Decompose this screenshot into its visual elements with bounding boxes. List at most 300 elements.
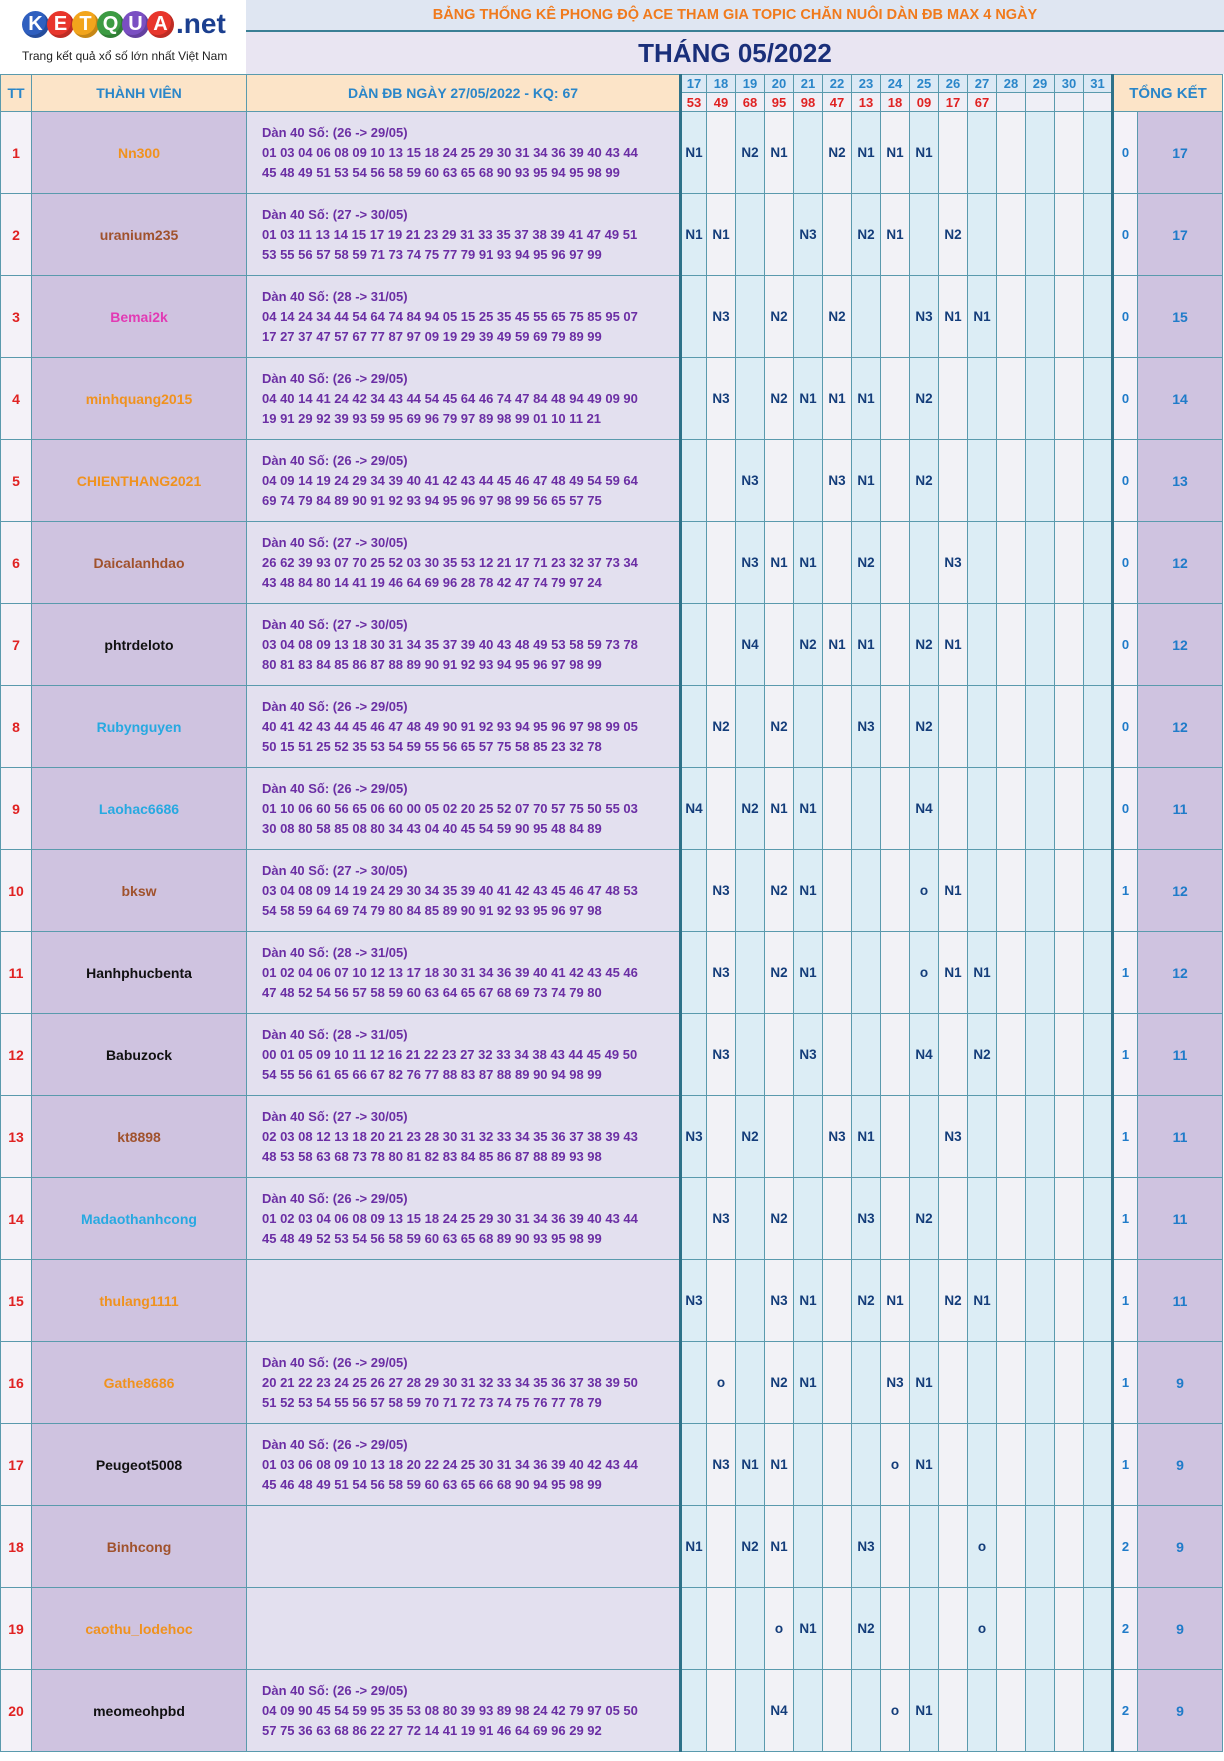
result-cell: 09 (910, 93, 939, 112)
result-cell (1084, 93, 1113, 112)
day-mark: N3 (939, 1096, 968, 1178)
day-mark (736, 1588, 765, 1670)
day-mark: N3 (707, 1178, 736, 1260)
day-mark (881, 1588, 910, 1670)
pre-total: 1 (1113, 1342, 1138, 1424)
sheet-title: BẢNG THỐNG KÊ PHONG ĐỘ ACE THAM GIA TOPIC CHĂN NUÔI DÀN ĐB MAX 4 NGÀY (246, 0, 1224, 32)
total-count: 12 (1138, 932, 1223, 1014)
day-mark (707, 1260, 736, 1342)
day-mark (939, 112, 968, 194)
dan-cell (247, 1260, 681, 1342)
day-mark: N2 (910, 358, 939, 440)
table-row (1, 276, 1223, 358)
row-number: 14 (1, 1178, 32, 1260)
logo-letter: A (147, 11, 174, 38)
day-mark (997, 1342, 1026, 1424)
day-mark (939, 1506, 968, 1588)
total-count: 12 (1138, 850, 1223, 932)
day-mark (910, 1506, 939, 1588)
dan-numbers: 01 02 04 06 07 10 12 13 17 18 30 31 34 36 39 40 41 42 43 45 46 (262, 964, 638, 980)
day-mark: N1 (852, 440, 881, 522)
day-mark: N2 (910, 440, 939, 522)
total-count: 9 (1138, 1506, 1223, 1588)
day-mark (823, 932, 852, 1014)
day-mark (968, 194, 997, 276)
pre-total: 0 (1113, 276, 1138, 358)
dan-numbers: 54 55 56 61 65 66 67 82 76 77 88 83 87 88 89 90 94 98 99 (262, 1066, 602, 1082)
day-mark (707, 522, 736, 604)
member-name[interactable]: minhquang2015 (32, 358, 247, 440)
row-number: 8 (1, 686, 32, 768)
logo-letter: U (122, 11, 149, 38)
dan-numbers: 69 74 79 84 89 90 91 92 93 94 95 96 97 98 99 56 65 57 75 (262, 492, 602, 508)
day-mark (939, 1178, 968, 1260)
day-mark (1026, 1260, 1055, 1342)
day-mark: N2 (765, 932, 794, 1014)
row-number: 17 (1, 1424, 32, 1506)
dan-numbers: 45 46 48 49 51 54 56 58 59 60 63 65 66 68 90 94 95 98 99 (262, 1476, 602, 1492)
day-mark: N1 (794, 932, 823, 1014)
day-header: 26 (939, 75, 968, 93)
day-mark: o (968, 1588, 997, 1670)
dan-cell (247, 932, 681, 1014)
day-mark: o (881, 1670, 910, 1752)
total-count: 12 (1138, 686, 1223, 768)
day-mark (1026, 1506, 1055, 1588)
day-mark (1084, 1260, 1113, 1342)
day-mark: N1 (823, 358, 852, 440)
day-header: 31 (1084, 75, 1113, 93)
day-mark (1055, 1342, 1084, 1424)
total-count: 9 (1138, 1424, 1223, 1506)
row-number: 10 (1, 850, 32, 932)
row-number: 5 (1, 440, 32, 522)
result-cell: 13 (852, 93, 881, 112)
logo-suffix: .net (176, 8, 226, 39)
day-mark: N3 (707, 1014, 736, 1096)
day-mark: N1 (765, 112, 794, 194)
member-name[interactable]: Madaothanhcong (32, 1178, 247, 1260)
day-mark: N1 (794, 768, 823, 850)
day-mark: N4 (910, 1014, 939, 1096)
day-mark (681, 1670, 707, 1752)
table-row (1, 1260, 1223, 1342)
day-mark (1084, 358, 1113, 440)
dan-numbers: 01 10 06 60 56 65 06 60 00 05 02 20 25 52 07 70 57 75 50 55 03 (262, 800, 638, 816)
dan-title: Dàn 40 Số: (26 -> 29/05) (262, 698, 408, 714)
day-mark: o (707, 1342, 736, 1424)
day-mark: N1 (852, 604, 881, 686)
day-mark (765, 604, 794, 686)
total-count: 17 (1138, 112, 1223, 194)
pre-total: 1 (1113, 1260, 1138, 1342)
day-mark: N1 (968, 932, 997, 1014)
day-mark (997, 276, 1026, 358)
total-count: 15 (1138, 276, 1223, 358)
day-mark (1026, 768, 1055, 850)
pre-total: 0 (1113, 194, 1138, 276)
day-mark: o (910, 932, 939, 1014)
day-mark (1055, 1588, 1084, 1670)
day-mark: N2 (736, 1506, 765, 1588)
dan-numbers: 01 03 04 06 08 09 10 13 15 18 24 25 29 30 31 34 36 39 40 43 44 (262, 144, 638, 160)
dan-numbers: 19 91 29 92 39 93 59 95 69 96 79 97 89 98 99 01 10 11 21 (262, 410, 602, 426)
pre-total: 1 (1113, 1178, 1138, 1260)
row-number: 19 (1, 1588, 32, 1670)
day-mark (939, 358, 968, 440)
day-mark (707, 112, 736, 194)
day-header: 18 (707, 75, 736, 93)
total-count: 11 (1138, 768, 1223, 850)
day-header: 20 (765, 75, 794, 93)
day-header: 25 (910, 75, 939, 93)
row-number: 6 (1, 522, 32, 604)
day-mark (736, 358, 765, 440)
day-mark (881, 850, 910, 932)
dan-title: Dàn 40 Số: (26 -> 29/05) (262, 370, 408, 386)
day-mark (910, 194, 939, 276)
day-mark (881, 1506, 910, 1588)
day-mark (968, 1178, 997, 1260)
day-mark (823, 194, 852, 276)
day-mark (910, 1260, 939, 1342)
member-name[interactable]: Nn300 (32, 112, 247, 194)
day-mark (997, 768, 1026, 850)
day-mark (794, 112, 823, 194)
dan-title: Dàn 40 Số: (26 -> 29/05) (262, 1354, 408, 1370)
member-name[interactable]: Binhcong (32, 1506, 247, 1588)
day-mark (736, 850, 765, 932)
day-header: 17 (681, 75, 707, 93)
day-mark (968, 686, 997, 768)
dan-cell (247, 522, 681, 604)
day-mark (997, 1588, 1026, 1670)
day-mark (881, 1014, 910, 1096)
day-mark (852, 768, 881, 850)
dan-numbers: 04 40 14 41 24 42 34 43 44 54 45 64 46 74 47 84 48 94 49 09 90 (262, 390, 638, 406)
day-mark (1055, 1096, 1084, 1178)
member-name[interactable]: meomeohpbd (32, 1670, 247, 1752)
dan-numbers: 04 14 24 34 44 54 64 74 84 94 05 15 25 35 45 55 65 75 85 95 07 (262, 308, 638, 324)
dan-numbers: 48 53 58 63 68 73 78 80 81 82 83 84 85 86 87 88 89 93 98 (262, 1148, 602, 1164)
table-row (1, 440, 1223, 522)
day-mark: o (881, 1424, 910, 1506)
day-mark (881, 358, 910, 440)
day-mark: N1 (910, 1424, 939, 1506)
member-name[interactable]: caothu_lodehoc (32, 1588, 247, 1670)
dan-title: Dàn 40 Số: (26 -> 29/05) (262, 452, 408, 468)
day-mark: N2 (823, 276, 852, 358)
day-mark (707, 440, 736, 522)
dan-title: Dàn 40 Số: (26 -> 29/05) (262, 780, 408, 796)
day-mark (881, 522, 910, 604)
day-mark (1026, 850, 1055, 932)
member-name[interactable]: Bemai2k (32, 276, 247, 358)
day-header: 27 (968, 75, 997, 93)
day-mark: N3 (852, 1178, 881, 1260)
table-row (1, 932, 1223, 1014)
day-mark: N2 (765, 358, 794, 440)
dan-numbers: 03 04 08 09 14 19 24 29 30 34 35 39 40 41 42 43 45 46 47 48 53 (262, 882, 638, 898)
day-mark (881, 604, 910, 686)
day-mark: N2 (910, 604, 939, 686)
dan-numbers: 45 48 49 52 53 54 56 58 59 60 63 65 68 89 90 93 95 98 99 (262, 1230, 602, 1246)
member-name[interactable]: Gathe8686 (32, 1342, 247, 1424)
day-mark: N2 (736, 1096, 765, 1178)
member-name[interactable]: uranium235 (32, 194, 247, 276)
logo-brand (22, 6, 226, 42)
day-mark (1026, 1342, 1055, 1424)
day-mark (997, 604, 1026, 686)
day-mark: N1 (968, 276, 997, 358)
day-mark (736, 276, 765, 358)
total-count: 12 (1138, 522, 1223, 604)
day-mark: N1 (939, 604, 968, 686)
day-mark (823, 1178, 852, 1260)
pre-total: 0 (1113, 686, 1138, 768)
row-number: 20 (1, 1670, 32, 1752)
table-row (1, 1506, 1223, 1588)
dan-cell (247, 850, 681, 932)
dan-numbers: 51 52 53 54 55 56 57 58 59 70 71 72 73 74 75 76 77 78 79 (262, 1394, 602, 1410)
day-header: 30 (1055, 75, 1084, 93)
day-mark (823, 1424, 852, 1506)
day-mark (1026, 1424, 1055, 1506)
day-mark (765, 194, 794, 276)
day-mark (794, 1178, 823, 1260)
pre-total: 2 (1113, 1670, 1138, 1752)
member-name[interactable]: Babuzock (32, 1014, 247, 1096)
day-mark (1026, 358, 1055, 440)
day-mark (707, 1096, 736, 1178)
day-mark (939, 686, 968, 768)
pre-total: 0 (1113, 604, 1138, 686)
day-mark: N1 (681, 1506, 707, 1588)
total-count: 9 (1138, 1342, 1223, 1424)
result-cell: 53 (681, 93, 707, 112)
dan-numbers: 57 75 36 63 68 86 22 27 72 14 41 19 91 46 64 69 96 29 92 (262, 1722, 602, 1738)
day-mark: N3 (794, 1014, 823, 1096)
dan-cell (247, 358, 681, 440)
day-mark: N4 (910, 768, 939, 850)
day-mark (1084, 932, 1113, 1014)
day-mark (1084, 1342, 1113, 1424)
pre-total: 1 (1113, 1424, 1138, 1506)
row-number: 16 (1, 1342, 32, 1424)
day-mark (1055, 604, 1084, 686)
member-name[interactable]: Rubynguyen (32, 686, 247, 768)
member-name[interactable]: Laohac6686 (32, 768, 247, 850)
day-mark (1055, 1178, 1084, 1260)
day-mark: N3 (736, 522, 765, 604)
result-cell: 67 (968, 93, 997, 112)
table-row (1, 194, 1223, 276)
dan-cell (247, 768, 681, 850)
table-row (1, 358, 1223, 440)
pre-total: 0 (1113, 112, 1138, 194)
day-mark: N2 (765, 1342, 794, 1424)
day-mark (681, 1424, 707, 1506)
dan-title: Dàn 40 Số: (26 -> 29/05) (262, 1190, 408, 1206)
result-cell: 49 (707, 93, 736, 112)
site-logo[interactable] (0, 0, 248, 74)
day-mark (910, 1096, 939, 1178)
day-mark (1084, 1178, 1113, 1260)
logo-tagline: Trang kết quả xổ số lớn nhất Việt Nam (22, 49, 228, 63)
day-mark (1055, 850, 1084, 932)
day-mark (1055, 768, 1084, 850)
day-mark (881, 932, 910, 1014)
day-mark: N2 (910, 686, 939, 768)
day-mark (794, 1670, 823, 1752)
day-mark: N2 (852, 1588, 881, 1670)
day-mark: N1 (794, 1260, 823, 1342)
day-mark: o (910, 850, 939, 932)
day-mark (736, 1670, 765, 1752)
pre-total: 1 (1113, 1014, 1138, 1096)
day-mark (881, 276, 910, 358)
dan-numbers: 04 09 14 19 24 29 34 39 40 41 42 43 44 45 46 47 48 49 54 59 64 (262, 472, 638, 488)
day-mark (681, 358, 707, 440)
day-header: 23 (852, 75, 881, 93)
header-member: THÀNH VIÊN (32, 75, 247, 112)
day-mark: N3 (823, 440, 852, 522)
day-mark (681, 1342, 707, 1424)
day-mark: N1 (681, 112, 707, 194)
day-mark (765, 440, 794, 522)
day-mark (881, 1178, 910, 1260)
member-name[interactable]: Hanhphucbenta (32, 932, 247, 1014)
day-mark: N1 (707, 194, 736, 276)
day-mark (997, 850, 1026, 932)
day-mark: N3 (736, 440, 765, 522)
day-mark (823, 1342, 852, 1424)
day-mark (968, 1096, 997, 1178)
day-mark (997, 1424, 1026, 1506)
table-row (1, 768, 1223, 850)
day-mark (939, 768, 968, 850)
pre-total: 2 (1113, 1588, 1138, 1670)
day-mark (939, 1670, 968, 1752)
day-mark: N2 (765, 1178, 794, 1260)
dan-title: Dàn 40 Số: (28 -> 31/05) (262, 1026, 408, 1042)
dan-numbers: 54 58 59 64 69 74 79 80 84 85 89 90 91 92 93 95 96 97 98 (262, 902, 602, 918)
result-cell: 95 (765, 93, 794, 112)
day-mark: N1 (794, 358, 823, 440)
dan-cell (247, 1424, 681, 1506)
day-mark: N2 (823, 112, 852, 194)
row-number: 3 (1, 276, 32, 358)
day-mark (997, 112, 1026, 194)
day-mark: N1 (736, 1424, 765, 1506)
dan-numbers: 01 03 06 08 09 10 13 18 20 22 24 25 30 31 34 36 39 40 42 43 44 (262, 1456, 638, 1472)
day-mark: N2 (939, 1260, 968, 1342)
day-mark: N1 (968, 1260, 997, 1342)
logo-letter: K (22, 11, 49, 38)
day-mark (997, 440, 1026, 522)
day-mark (1055, 1014, 1084, 1096)
row-number: 12 (1, 1014, 32, 1096)
day-mark (968, 112, 997, 194)
dan-cell (247, 1014, 681, 1096)
total-count: 11 (1138, 1014, 1223, 1096)
day-mark (823, 1260, 852, 1342)
day-mark (997, 1096, 1026, 1178)
result-cell: 68 (736, 93, 765, 112)
dan-cell (247, 686, 681, 768)
table-row (1, 1670, 1223, 1752)
row-number: 4 (1, 358, 32, 440)
dan-title: Dàn 40 Số: (28 -> 31/05) (262, 288, 408, 304)
table-row (1, 1096, 1223, 1178)
day-header: 19 (736, 75, 765, 93)
day-mark: o (968, 1506, 997, 1588)
dan-numbers: 20 21 22 23 24 25 26 27 28 29 30 31 32 33 34 35 36 37 38 39 50 (262, 1374, 638, 1390)
dan-numbers: 43 48 84 80 14 41 19 46 64 69 96 28 78 42 47 74 79 97 24 (262, 574, 602, 590)
month-title: THÁNG 05/2022 (246, 32, 1224, 74)
day-mark (1084, 1670, 1113, 1752)
member-name[interactable]: CHIENTHANG2021 (32, 440, 247, 522)
day-mark: N1 (939, 932, 968, 1014)
table-row (1, 1424, 1223, 1506)
day-mark (939, 1342, 968, 1424)
member-name[interactable]: Daicalanhdao (32, 522, 247, 604)
day-mark (968, 604, 997, 686)
day-mark (1055, 112, 1084, 194)
day-mark: N3 (707, 1424, 736, 1506)
table-row (1, 850, 1223, 932)
day-mark (997, 1506, 1026, 1588)
row-number: 1 (1, 112, 32, 194)
table-row (1, 1178, 1223, 1260)
table-row (1, 1588, 1223, 1670)
day-mark: N2 (765, 276, 794, 358)
result-cell (997, 93, 1026, 112)
day-mark (997, 194, 1026, 276)
member-name[interactable]: phtrdeloto (32, 604, 247, 686)
member-name[interactable]: bksw (32, 850, 247, 932)
day-mark (736, 686, 765, 768)
day-mark (823, 1014, 852, 1096)
day-mark (968, 1670, 997, 1752)
day-mark (707, 604, 736, 686)
dan-numbers: 47 48 52 54 56 57 58 59 60 63 64 65 67 68 69 73 74 79 80 (262, 984, 602, 1000)
pre-total: 0 (1113, 768, 1138, 850)
total-count: 11 (1138, 1260, 1223, 1342)
day-mark: N1 (681, 194, 707, 276)
member-name[interactable]: thulang1111 (32, 1260, 247, 1342)
member-name[interactable]: Peugeot5008 (32, 1424, 247, 1506)
day-mark: N1 (765, 768, 794, 850)
day-mark: N1 (765, 1424, 794, 1506)
day-mark (765, 1014, 794, 1096)
dan-title: Dàn 40 Số: (27 -> 30/05) (262, 616, 408, 632)
day-mark (794, 686, 823, 768)
dan-cell (247, 1178, 681, 1260)
day-mark (823, 1670, 852, 1752)
table-row (1, 112, 1223, 194)
day-mark: N1 (765, 1506, 794, 1588)
member-name[interactable]: kt8898 (32, 1096, 247, 1178)
dan-title: Dàn 40 Số: (27 -> 30/05) (262, 206, 408, 222)
pre-total: 0 (1113, 522, 1138, 604)
day-mark (968, 850, 997, 932)
day-mark: o (765, 1588, 794, 1670)
day-mark: N3 (707, 358, 736, 440)
day-mark: N1 (852, 358, 881, 440)
day-mark (881, 686, 910, 768)
day-mark (823, 1588, 852, 1670)
